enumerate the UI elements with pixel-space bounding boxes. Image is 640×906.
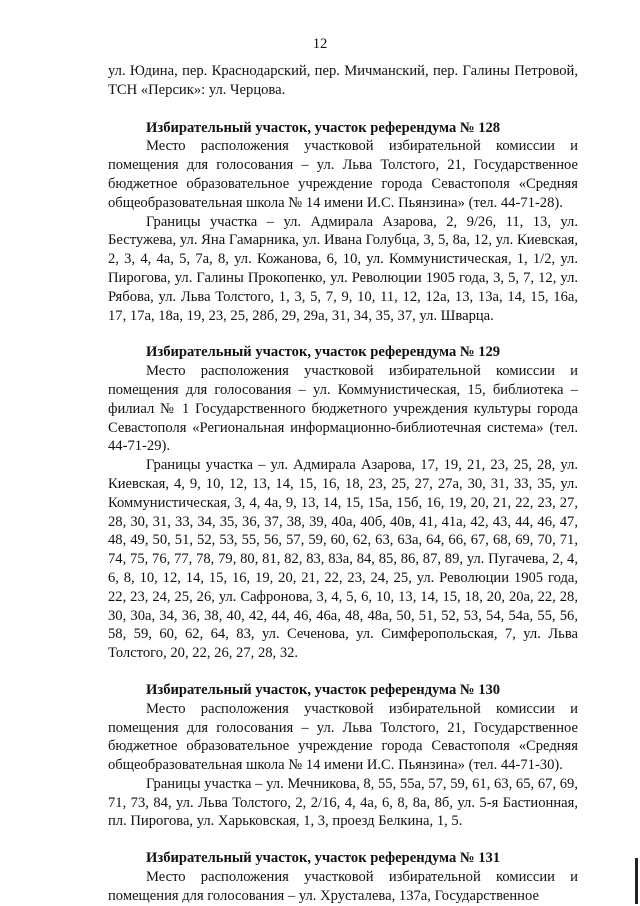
location-paragraph: Место расположения участковой избирательной комиссии и помещения для голосования – ул. Льва Толстого, 21, Государственное бюджетное образовательное учреждение города Севастополя «Средняя общеобразовательная школа № 14 имени И.С. Пьянзина» (тел. 44-71-30).	[108, 700, 578, 774]
boundaries-paragraph: Границы участка – ул. Мечникова, 8, 55, 55а, 57, 59, 61, 63, 65, 67, 69, 71, 73, 84, ул. Льва Толстого, 2, 2/16, 4, 4а, 6, 8, 8а, 8б, ул. 5-я Бастионная, пл. Пирогова, ул. Харьковская, 1, 3, проезд Белкина, 1, 5.	[108, 775, 578, 830]
intro-paragraph: ул. Юдина, пер. Краснодарский, пер. Мичманский, пер. Галины Петровой, ТСН «Персик»: ул. Черцова.	[108, 63, 578, 98]
precinct-section-131	[108, 849, 578, 905]
precinct-section-130	[108, 681, 578, 831]
document-body	[108, 62, 578, 906]
location-paragraph: Место расположения участковой избирательной комиссии и помещения для голосования – ул. Коммунистическая, 15, библиотека – филиал № 1 Государственного бюджетного учреждения культуры города Севастополя «Региональная информационно-библиотечная система» (тел. 44-71-29).	[108, 363, 578, 455]
boundaries-paragraph: Границы участка – ул. Адмирала Азарова, 2, 9/26, 11, 13, ул. Бестужева, ул. Яна Гамарника, ул. Ивана Голубца, 3, 5, 8а, 12, ул. Киевская, 2, 3, 4, 4а, 5, 7а, 8, ул. Кожанова, 6, 10, ул. Коммунистическая, 1, 1/2, ул. Пирогова, ул. Галины Прокопенко, ул. Революции 1905 года, 3, 5, 7, 12, ул. Рябова, ул. Льва Толстого, 1, 3, 5, 7, 9, 10, 11, 12, 12а, 13, 13а, 14, 15, 16а, 17, 17а, 18а, 19, 23, 25, 28б, 29, 29а, 31, 34, 35, 37, ул. Шварца.	[108, 213, 578, 324]
scan-edge-mark	[635, 858, 638, 904]
precinct-section-128	[108, 119, 578, 326]
precinct-section-129	[108, 343, 578, 663]
boundaries-paragraph: Границы участка – ул. Адмирала Азарова, 17, 19, 21, 23, 25, 28, ул. Киевская, 4, 9, 10, 12, 13, 14, 15, 16, 18, 23, 25, 27, 27а, 30, 31, 33, 35, ул. Коммунистическая, 3, 4, 4а, 9, 13, 14, 15, 15а, 15б, 16, 19, 20, 21, 22, 23, 27, 28, 30, 31, 33, 34, 35, 36, 37, 38, 39, 40а, 40б, 40в, 41, 41а, 42, 43, 44, 46, 47, 48, 49, 50, 51, 52, 53, 55, 56, 57, 59, 60, 62, 63, 63а, 64, 66, 67, 68, 69, 70, 71, 74, 75, 76, 77, 78, 79, 80, 81, 82, 83, 83а, 84, 85, 86, 87, 89, ул. Пугачева, 2, 4, 6, 8, 10, 12, 14, 15, 16, 19, 20, 21, 22, 23, 24, 25, ул. Революции 1905 года, 22, 23, 24, 25, 26, ул. Сафронова, 3, 4, 5, 6, 10, 13, 14, 15, 18, 20, 20а, 22, 28, 30, 30а, 34, 36, 38, 40, 42, 44, 46, 46а, 48, 48а, 50, 51, 52, 53, 54, 54а, 55, 56, 58, 59, 60, 62, 64, 83, ул. Сеченова, ул. Симферопольская, 7, ул. Льва Толстого, 20, 22, 26, 27, 28, 32.	[108, 457, 578, 662]
page-number: 12	[312, 36, 328, 52]
section-heading: Избирательный участок, участок референдума № 131	[146, 850, 501, 867]
section-heading: Избирательный участок, участок референдума № 128	[146, 119, 501, 136]
section-heading: Избирательный участок, участок референдума № 130	[146, 681, 501, 698]
location-paragraph: Место расположения участковой избирательной комиссии и помещения для голосования – ул. Льва Толстого, 21, Государственное бюджетное образовательное учреждение города Севастополя «Средняя общеобразовательная школа № 14 имени И.С. Пьянзина» (тел. 44-71-28).	[108, 138, 578, 211]
section-heading: Избирательный участок, участок референдума № 129	[146, 344, 501, 361]
location-paragraph: Место расположения участковой избирательной комиссии и помещения для голосования – ул. Хрусталева, 137а, Государственное	[108, 869, 578, 904]
